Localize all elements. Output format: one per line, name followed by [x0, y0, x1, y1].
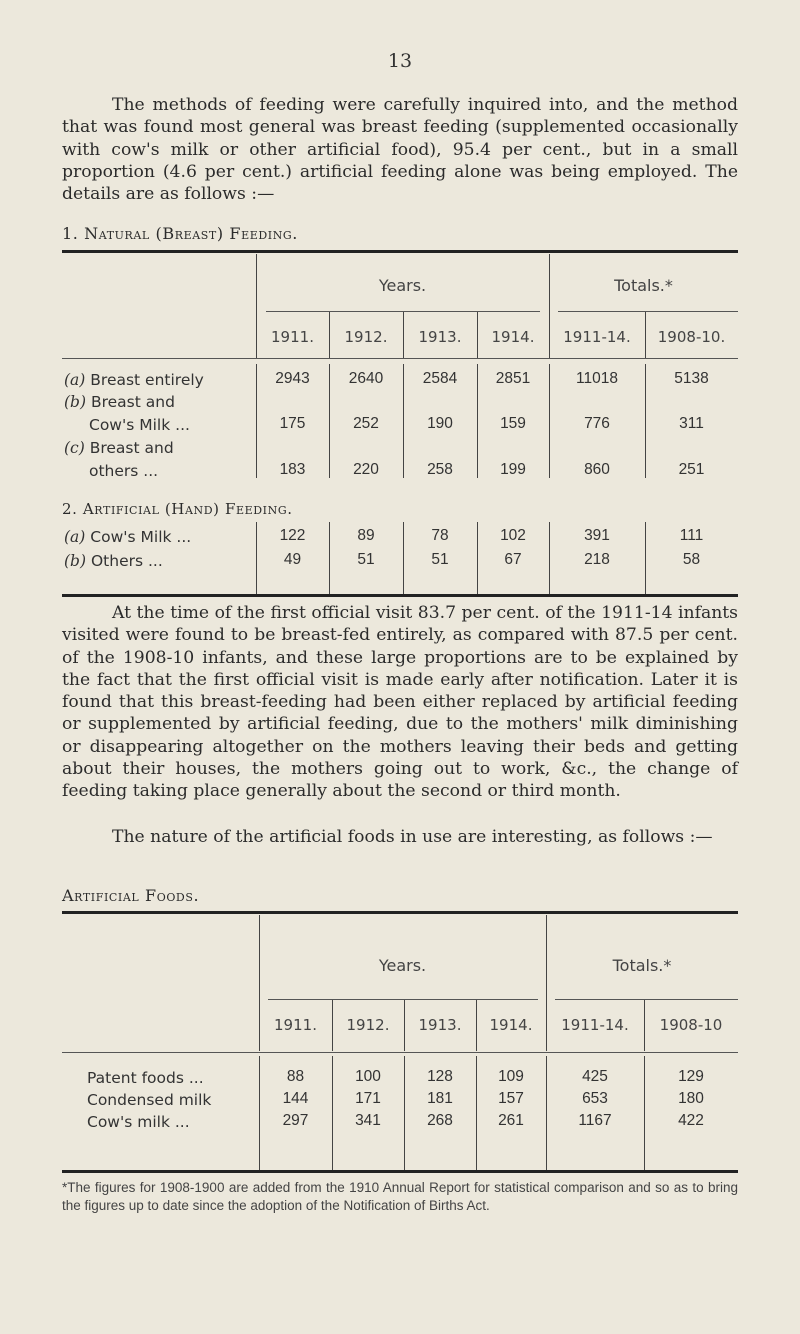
table-cell: 2851: [495, 370, 531, 387]
table-cell: 653: [582, 1090, 608, 1107]
column-header: 1912.: [344, 328, 388, 346]
row-label: [64, 392, 175, 412]
table-cell: 11018: [576, 370, 618, 387]
table-cell: 422: [678, 1112, 704, 1129]
years-underline: [268, 999, 538, 1000]
table-cell: 78: [431, 527, 449, 544]
table-cell: 175: [279, 415, 306, 432]
row-label: [64, 551, 163, 571]
footnote: *The figures for 1908-1900 are added from the 1910 Annual Report for statistical comparison and so as to bring the figures up to date since the adoption of the Notification of Births Act.: [62, 1180, 738, 1213]
table-cell: 199: [500, 461, 526, 478]
section-heading-artificial-foods: Artificial Foods.: [62, 886, 200, 905]
table-cell: 268: [427, 1112, 453, 1129]
table-cell: 297: [282, 1112, 309, 1129]
table-cell: 102: [500, 527, 526, 544]
header-bottom-rule: [62, 358, 738, 359]
table-cell: 111: [679, 527, 704, 544]
table-cell: 5138: [674, 370, 709, 387]
column-header: 1908-10.: [657, 328, 726, 346]
row-label-text: Breast and: [90, 393, 175, 411]
table-cell: 122: [279, 527, 306, 544]
table-cell: 258: [427, 461, 453, 478]
table-cell: 109: [498, 1068, 524, 1085]
table-cell: 251: [678, 461, 705, 478]
row-label-continued: Cow's Milk ...: [89, 416, 190, 434]
section-heading-artificial-feeding: 2. Artificial (Hand) Feeding.: [62, 500, 293, 518]
page-number: 13: [387, 50, 413, 72]
table-cell: 51: [357, 551, 375, 568]
row-label: [64, 370, 204, 390]
table-cell: 220: [353, 461, 379, 478]
column-header: 1912.: [346, 1016, 390, 1034]
totals-header: Totals.*: [612, 956, 672, 975]
table-cell: 100: [355, 1068, 381, 1085]
table-cell: 341: [355, 1112, 381, 1129]
table-cell: 218: [584, 551, 610, 568]
table-cell: 67: [504, 551, 522, 568]
table-cell: 51: [431, 551, 449, 568]
table-cell: 183: [279, 461, 306, 478]
table-cell: 58: [682, 551, 701, 568]
table-cell: 88: [286, 1068, 305, 1085]
table-cell: 2640: [348, 370, 384, 387]
row-marker: (a): [64, 528, 86, 546]
row-label: Patent foods ...: [87, 1069, 204, 1087]
table-cell: 261: [498, 1112, 524, 1129]
row-marker: (c): [64, 439, 85, 457]
table-cell: 311: [679, 415, 704, 432]
table-cell: 181: [427, 1090, 453, 1107]
column-header: 1913.: [418, 328, 462, 346]
table-cell: 860: [584, 461, 610, 478]
row-label-text: Others ...: [90, 552, 163, 570]
table-cell: 128: [427, 1068, 453, 1085]
row-marker: (b): [64, 393, 87, 411]
years-header: Years.: [378, 276, 427, 295]
column-header: 1911-14.: [561, 1016, 629, 1034]
column-header: 1911.: [274, 1016, 317, 1034]
table-cell: 49: [283, 551, 302, 568]
header-bottom-rule: [62, 1052, 738, 1053]
column-header: 1908-10: [659, 1016, 723, 1034]
column-header: 1911-14.: [563, 328, 631, 346]
totals-header: Totals.*: [614, 276, 673, 295]
section-heading-natural-feeding: 1. Natural (Breast) Feeding.: [62, 224, 298, 243]
years-header: Years.: [378, 956, 427, 975]
row-marker: (a): [64, 371, 86, 389]
table-cell: 180: [678, 1090, 704, 1107]
table-cell: 2943: [275, 370, 310, 387]
row-label: [64, 527, 191, 547]
row-label: Condensed milk: [87, 1091, 212, 1109]
totals-underline: [558, 311, 738, 312]
table2-top-rule: [62, 911, 738, 914]
table2-bottom-rule: [62, 1170, 738, 1173]
table1-bottom-rule: [62, 594, 738, 597]
table-cell: 252: [353, 415, 379, 432]
table-cell: 391: [584, 527, 610, 544]
years-underline: [266, 311, 540, 312]
table-cell: 425: [582, 1068, 608, 1085]
row-label: [64, 438, 174, 458]
row-marker: (b): [64, 552, 87, 570]
row-label-text: Cow's Milk ...: [90, 528, 192, 546]
table1-top-rule: [62, 250, 738, 253]
table-cell: 129: [678, 1068, 704, 1085]
table-cell: 2584: [422, 370, 458, 387]
column-header: 1914.: [491, 328, 535, 346]
table-cell: 171: [355, 1090, 381, 1107]
table-cell: 89: [357, 527, 375, 544]
row-label-continued: others ...: [89, 462, 159, 480]
row-label-text: Breast entirely: [90, 371, 204, 389]
table-cell: 1167: [578, 1112, 612, 1129]
table-cell: 157: [498, 1090, 524, 1107]
intro-paragraph: The methods of feeding were carefully inquired into, and the method that was found most general was breast feeding (supplemented occasionally with cow's milk or other artificial food), 95.4 per cent., but in a small proportion (4.6 per cent.) artificial feeding alone was being employed. The details are as follows :—: [62, 95, 738, 205]
row-label: Cow's milk ...: [87, 1113, 190, 1131]
row-label-text: Breast and: [89, 439, 174, 457]
artificial-intro-paragraph: The nature of the artificial foods in use are interesting, as follows :—: [112, 827, 713, 847]
table-cell: 776: [584, 415, 610, 432]
column-header: 1913.: [418, 1016, 462, 1034]
totals-underline: [555, 999, 738, 1000]
body-paragraph: At the time of the first official visit 83.7 per cent. of the 1911-14 infants visited were found to be breast-fed entirely, as compared with 87.5 per cent. of the 1908-10 infants, and these large proportions are to be explained by the fact that the first official visit is made early after notification. Later it is found that this breast-feeding had been either replaced by artificial feeding or supplemented by artificial feeding, due to the mothers' milk diminishing or disappearing altogether on the mothers leaving their beds and getting about their houses, the mothers going out to work, &c., the change of feeding taking place generally about the second or third month.: [62, 603, 738, 802]
table-cell: 190: [427, 415, 453, 432]
table-cell: 144: [282, 1090, 309, 1107]
column-header: 1911.: [271, 328, 314, 346]
table-cell: 159: [500, 415, 526, 432]
column-header: 1914.: [489, 1016, 533, 1034]
